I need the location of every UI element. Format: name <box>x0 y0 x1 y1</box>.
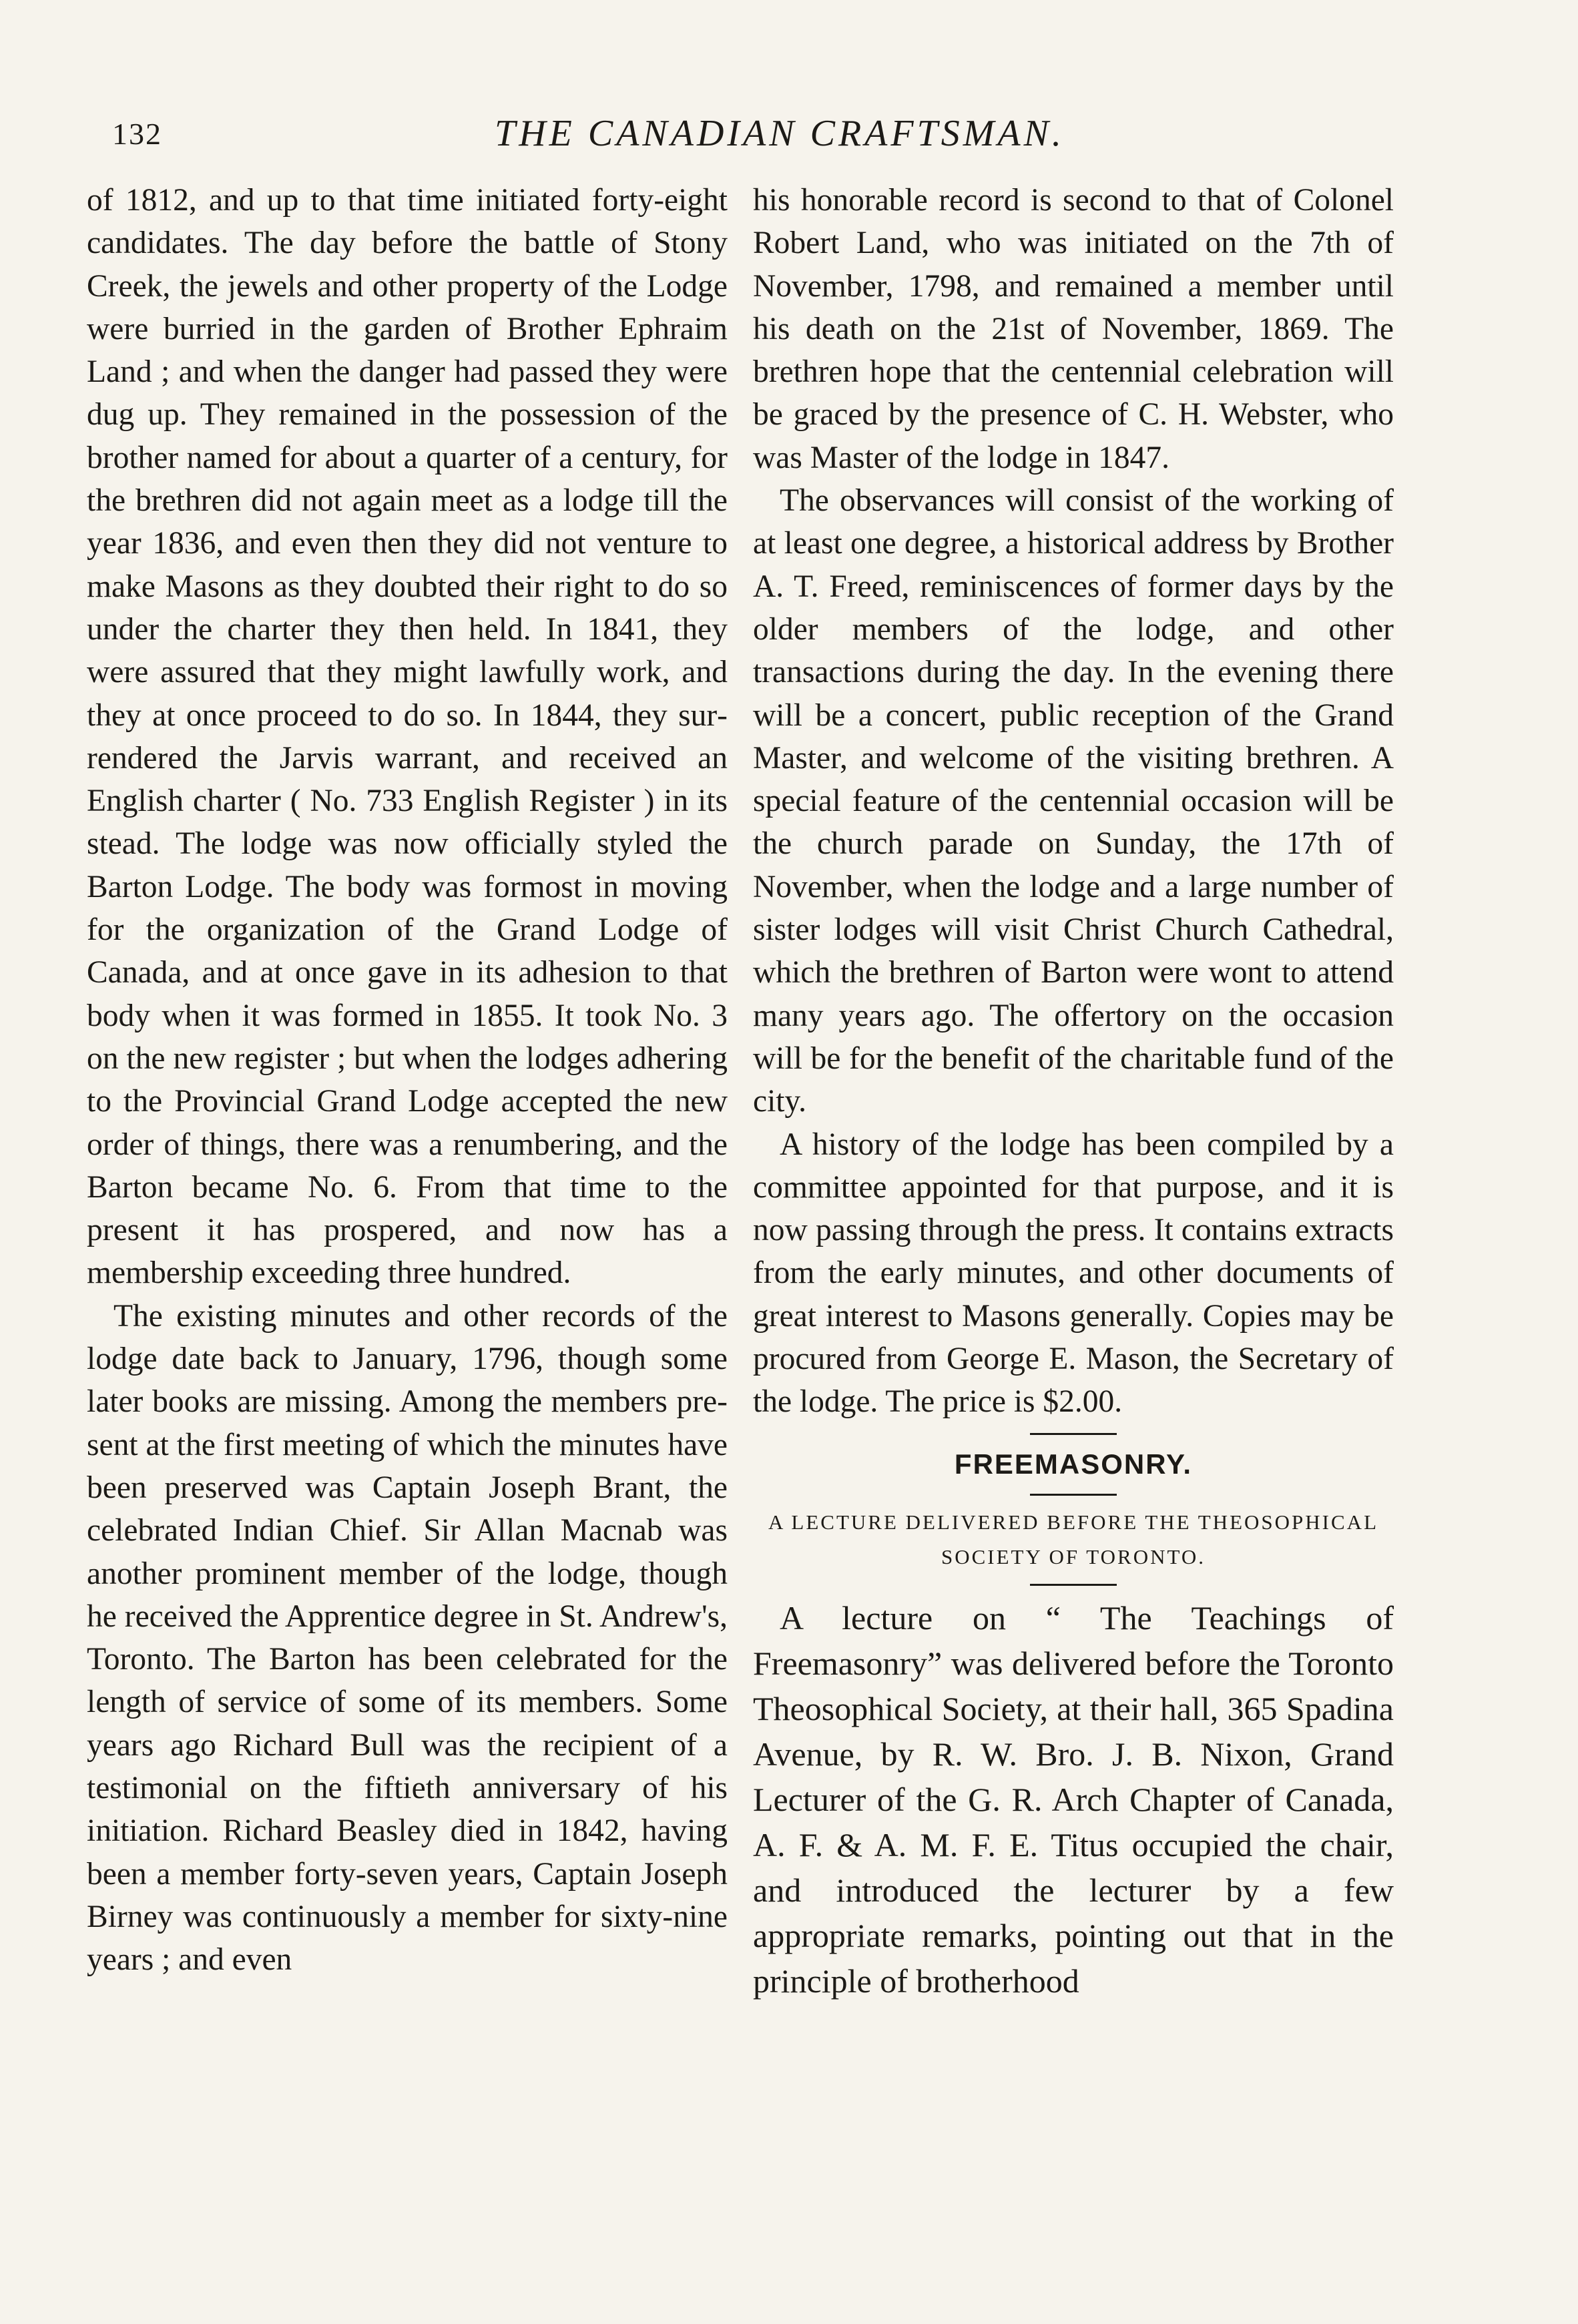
article-paragraph: The existing minutes and other records of the lodge date back to January, 1796, though some later books are missing. Among the members present at the first meeting of which the minutes have been preserved was Captain Joseph Brant, the celebrated Indian Chief. Sir Allan Macnab was another prominent member of the lodge, though he received the Apprentice degree in St. Andrew's, Toronto. The Barton has been celebrated for the length of service of some of its members. Some years ago Richard Bull was the recipient of a testimonial on the fiftieth anniversary of his initiation. Richard Beasley died in 1842, having been a member forty-seven years, Captain Joseph Birney was continuously a member for sixty-nine years ; and even <box>87 1298 728 1978</box>
running-title: THE CANADIAN CRAFTSMAN. <box>495 113 1065 154</box>
article-paragraph: of 1812, and up to that time initiated forty-eight candidates. The day before the battle of Stony Creek, the jewels and other property of the Lodge were burried in the garden of Brother Ephraim Land ; and when the danger had passed they were dug up. They remained in the possession of the brother named for about a quarter of a century, for the brethren did not again meet as a lodge till the year 1836, and even then they did not venture to make Masons as they doubted their right to do so under the charter they then held. In 1841, they were assured that they might lawfully work, and they at once proceed to do so. In 1844, they surrendered the Jarvis warrant, and received an English charter ( No. 733 English Register ) in its stead. The lodge was now officially styled the Barton Lodge. The body was formost in moving for the organization of the Grand Lodge of Canada, and at once gave in its adhesion to that body when it was formed in 1855. It took No. 3 on the new register ; but when the lodges adhering to the Provincial Grand Lodge accepted the new order of things, there was a renumbering, and the Barton became No. 6. From that time to the present it has prospered, and now has a membership exceeding three hundred. <box>87 183 728 1291</box>
section-divider <box>1030 1433 1117 1435</box>
article-paragraph: his honorable record is second to that of Colonel Robert Land, who was initiated on the 7th of November, 1798, and remained a member until his death on the 21st of November, 1869. The brethren hope that the centennial celebration will be graced by the presence of C. H. Webster, who was Master of the lodge in 1847. <box>753 183 1394 475</box>
section-divider <box>1030 1494 1117 1496</box>
page-number: 132 <box>112 117 162 151</box>
section-heading: FREEMASONRY. <box>954 1448 1193 1480</box>
page-header <box>112 112 1447 172</box>
article-paragraph: A history of the lodge has been compiled by a committee appointed for that purpose, and it is now passing through the press. It contains extracts from the early minutes, and other documents of great interest to Masons generally. Copies may be procured from George E. Mason, the Secretary of the lodge. The price is $2.00. <box>753 1127 1394 1420</box>
section-divider <box>1030 1584 1117 1586</box>
left-column <box>87 179 728 1981</box>
article-paragraph: The observances will consist of the working of at least one degree, a historical address by Brother A. T. Freed, reminiscences of former days by the older members of the lodge, and other transactions during the day. In the evening there will be a concert, public reception of the Grand Master, and welcome of the visiting brethren. A special feature of the centennial occasion will be the church parade on Sunday, the 17th of November, when the lodge and a large number of sister lodges will visit Christ Church Cathedral, which the brethren of Barton were wont to attend many years ago. The offertory on the occasion will be for the benefit of the charitable fund of the city. <box>753 483 1394 1119</box>
section-subheading: A LECTURE DELIVERED BEFORE THE THEOSOPHICAL SOCIETY OF TORONTO. <box>768 1510 1379 1568</box>
lecture-paragraph: A lecture on “ The Teachings of Freemasonry” was delivered before the Toronto Theosophical Society, at their hall, 365 Spadina Avenue, by R. W. Bro. J. B. Nixon, Grand Lecturer of the G. R. Arch Chapter of Canada, A. F. & A. M. F. E. Titus occupied the chair, and introduced the lecturer by a few appropriate remarks, pointing out that in the principle of brotherhood <box>753 1599 1394 2000</box>
right-column <box>753 179 1394 2004</box>
